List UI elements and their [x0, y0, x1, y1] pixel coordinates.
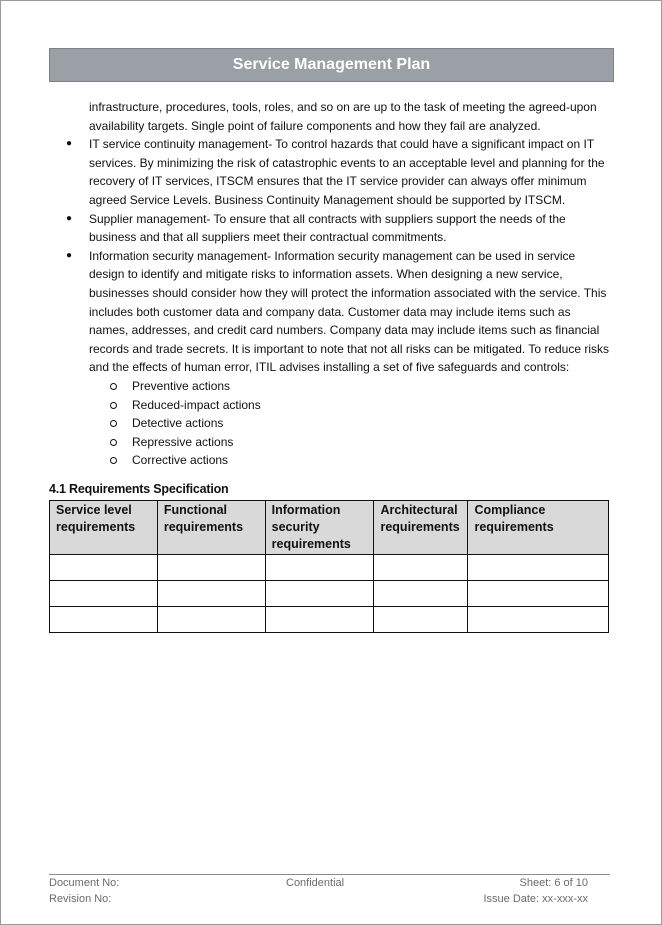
- circle-bullet-icon: [110, 402, 117, 409]
- section-heading: 4.1 Requirements Specification: [49, 482, 229, 496]
- table-cell[interactable]: [374, 555, 468, 581]
- footer-revision-no: Revision No:: [49, 893, 112, 905]
- bullet-icon: ●: [66, 138, 73, 150]
- column-header: Information security requirements: [265, 501, 374, 555]
- safeguard-text: Detective actions: [132, 416, 224, 431]
- safeguard-item: [49, 433, 612, 452]
- footer-issue-date: Issue Date: xx-xxx-xx: [483, 893, 588, 905]
- table-cell[interactable]: [265, 581, 374, 607]
- column-header: Compliance requirements: [468, 501, 609, 555]
- footer-confidential: Confidential: [286, 877, 345, 889]
- table-header-row: [50, 501, 609, 555]
- table-row: [50, 607, 609, 633]
- footer-divider: [49, 874, 610, 875]
- safeguard-item: [49, 451, 612, 470]
- circle-bullet-icon: [110, 457, 117, 464]
- table-cell[interactable]: [50, 581, 158, 607]
- list-item-text: Supplier management- To ensure that all contracts with suppliers support the needs of the business and that all suppliers meet their contractual commitments.: [89, 211, 566, 245]
- page-title: [49, 48, 614, 82]
- footer-sheet: Sheet: 6 of 10: [519, 877, 588, 889]
- circle-bullet-icon: [110, 439, 117, 446]
- table-cell[interactable]: [468, 555, 609, 581]
- bullet-icon: ●: [66, 249, 73, 261]
- table-cell[interactable]: [374, 607, 468, 633]
- list-item-text: IT service continuity management- To control hazards that could have a significant impact on IT services. By minimizing the risk of catastrophic events to an acceptable level and planning for the recovery of IT services, ITSCM ensures that the IT service provider can always offer minimum agreed Service Levels. Business Continuity Management should be supported by ITSCM.: [89, 137, 605, 207]
- column-header: Functional requirements: [157, 501, 265, 555]
- safeguard-item: [49, 377, 612, 396]
- table-cell[interactable]: [50, 555, 158, 581]
- table-cell[interactable]: [265, 555, 374, 581]
- table-cell[interactable]: [265, 607, 374, 633]
- list-item: [49, 247, 612, 377]
- safeguard-text: Repressive actions: [132, 434, 234, 449]
- safeguard-item: [49, 414, 612, 433]
- bullet-icon: ●: [66, 212, 73, 224]
- safeguard-text: Preventive actions: [132, 378, 231, 393]
- page-title-text: Service Management Plan: [232, 56, 431, 73]
- table-cell[interactable]: [157, 581, 265, 607]
- circle-bullet-icon: [110, 420, 117, 427]
- bullet-list: [49, 135, 612, 377]
- list-item: [49, 135, 612, 209]
- table-cell[interactable]: [374, 581, 468, 607]
- requirements-table: [49, 500, 609, 633]
- safeguard-text: Corrective actions: [132, 453, 229, 468]
- safeguards-list: [49, 377, 612, 470]
- table-row: [50, 581, 609, 607]
- intro-continuation: infrastructure, procedures, tools, roles, and so on are up to the task of meeting the agreed-upon availability targets. Single point of failure components and how they fail are analyzed.: [89, 100, 597, 133]
- table-cell[interactable]: [468, 581, 609, 607]
- column-header: Architectural requirements: [374, 501, 468, 555]
- table-row: [50, 555, 609, 581]
- table-cell[interactable]: [157, 607, 265, 633]
- footer-document-no: Document No:: [49, 877, 120, 889]
- list-item-text: Information security management- Information security management can be used in service design to identify and mitigate risks to information assets. When designing a new service, businesses should consider how they will protect the information associated with the service. This includes both customer data and company data. Customer data may include items such as names, addresses, and credit card numbers. Company data may include items such as financial records and trade secrets. It is important to note that not all risks can be mitigated. To reduce risks and the effects of human error, ITIL advises installing a set of five safeguards and controls:: [89, 248, 610, 375]
- table-cell[interactable]: [50, 607, 158, 633]
- safeguard-item: [49, 396, 612, 415]
- column-header: Service level requirements: [50, 501, 158, 555]
- table-cell[interactable]: [157, 555, 265, 581]
- safeguard-text: Reduced-impact actions: [132, 397, 261, 412]
- circle-bullet-icon: [110, 383, 117, 390]
- document-body: [49, 98, 612, 470]
- table-cell[interactable]: [468, 607, 609, 633]
- list-item: [49, 210, 612, 247]
